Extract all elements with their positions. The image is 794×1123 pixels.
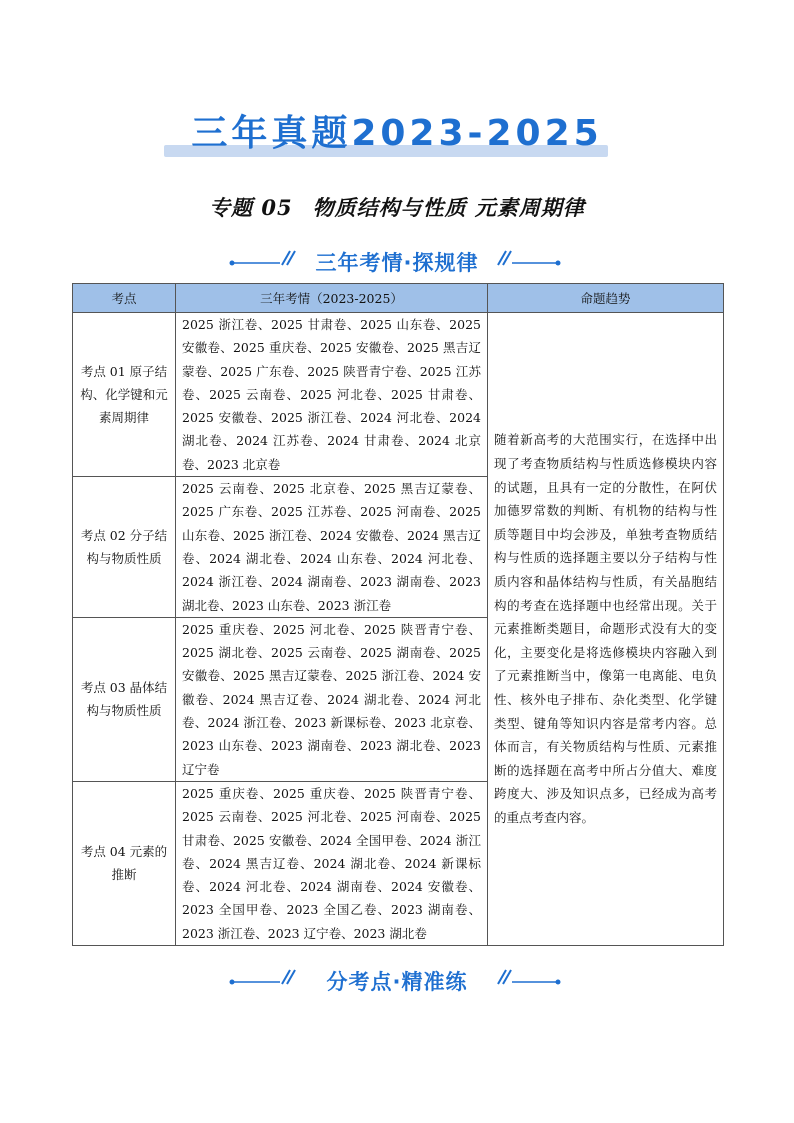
subtitle-name: 物质结构与性质 元素周期律 [312,195,585,220]
header-trend: 命题趋势 [488,284,724,313]
section-title-practice: 分考点·精准练 [326,970,468,994]
section-banner-overview [0,241,794,281]
topic-cell: 考点 02 分子结构与物质性质 [73,477,176,618]
years-cell: 2025 重庆卷、2025 河北卷、2025 陕晋青宁卷、2025 湖北卷、2025 云南卷、2025 湖南卷、2025 安徽卷、2025 黑吉辽蒙卷、2025 浙江卷、2024 安徽卷、2024 黑吉辽卷、2024 湖北卷、2024 河北卷、2024 浙江卷、2023 新课标卷、2023 北京卷、2023 山东卷、2023 湖南卷、2023 湖北卷、2023 辽宁卷 [176,617,488,781]
section-title-overview: 三年考情·探规律 [315,251,479,275]
topic-cell: 考点 04 元素的推断 [73,781,176,945]
header-topic: 考点 [73,284,176,313]
topic-cell: 考点 01 原子结构、化学键和元素周期律 [73,313,176,477]
page-subtitle [0,193,794,223]
banner-right-deco-icon [494,241,564,271]
trend-cell: 随着新高考的大范围实行，在选择中出现了考查物质结构与性质选修模块内容的试题，且具有一定的分散性，在阿伏加德罗常数的判断、有机物的结构与性质等题目中均会涉及，单独考查物质结构与性质的选择题主要以分子结构与性质内容和晶体结构与性质，有关晶胞结构的考查在选择题中也经常出现。关于元素推断类题目，命题形式没有大的变化，主要变化是将选修模块内容融入到了元素推断当中，像第一电离能、电负性、核外电子排布、杂化类型、化学键类型、键角等知识内容是常考内容。总体而言，有关物质结构与性质、元素推断的选择题在高考中所占分值大、难度跨度大、涉及知识点多，已经成为高考的重点考查内容。 [488,313,724,946]
exam-analysis-table [72,283,724,946]
years-cell: 2025 浙江卷、2025 甘肃卷、2025 山东卷、2025 安徽卷、2025 重庆卷、2025 安徽卷、2025 黑吉辽蒙卷、2025 广东卷、2025 陕晋青宁卷、2025 江苏卷、2025 云南卷、2025 河北卷、2025 甘肃卷、2025 安徽卷、2025 浙江卷、2024 河北卷、2024 湖北卷、2024 江苏卷、2024 甘肃卷、2024 北京卷、2023 北京卷 [176,313,488,477]
table-header-row [73,284,724,313]
header-years: 三年考情（2023-2025） [176,284,488,313]
subtitle-topic: 专题 05 [209,195,293,220]
page-title: 三年真题2023-2025 [191,113,603,154]
table-row [73,313,724,477]
section-banner-practice [0,960,794,1000]
topic-cell: 考点 03 晶体结构与物质性质 [73,617,176,781]
banner-right-deco-icon [494,960,564,990]
years-cell: 2025 重庆卷、2025 重庆卷、2025 陕晋青宁卷、2025 云南卷、2025 河北卷、2025 河南卷、2025 甘肃卷、2025 安徽卷、2024 全国甲卷、2024 浙江卷、2024 黑吉辽卷、2024 湖北卷、2024 新课标卷、2024 河北卷、2024 湖南卷、2024 安徽卷、2023 全国甲卷、2023 全国乙卷、2023 湖南卷、2023 浙江卷、2023 辽宁卷、2023 湖北卷 [176,781,488,945]
years-cell: 2025 云南卷、2025 北京卷、2025 黑吉辽蒙卷、2025 广东卷、2025 江苏卷、2025 河南卷、2025 山东卷、2025 浙江卷、2024 安徽卷、2024 黑吉辽卷、2024 湖北卷、2024 山东卷、2024 河北卷、2024 浙江卷、2024 湖南卷、2023 湖南卷、2023 湖北卷、2023 山东卷、2023 浙江卷 [176,477,488,618]
